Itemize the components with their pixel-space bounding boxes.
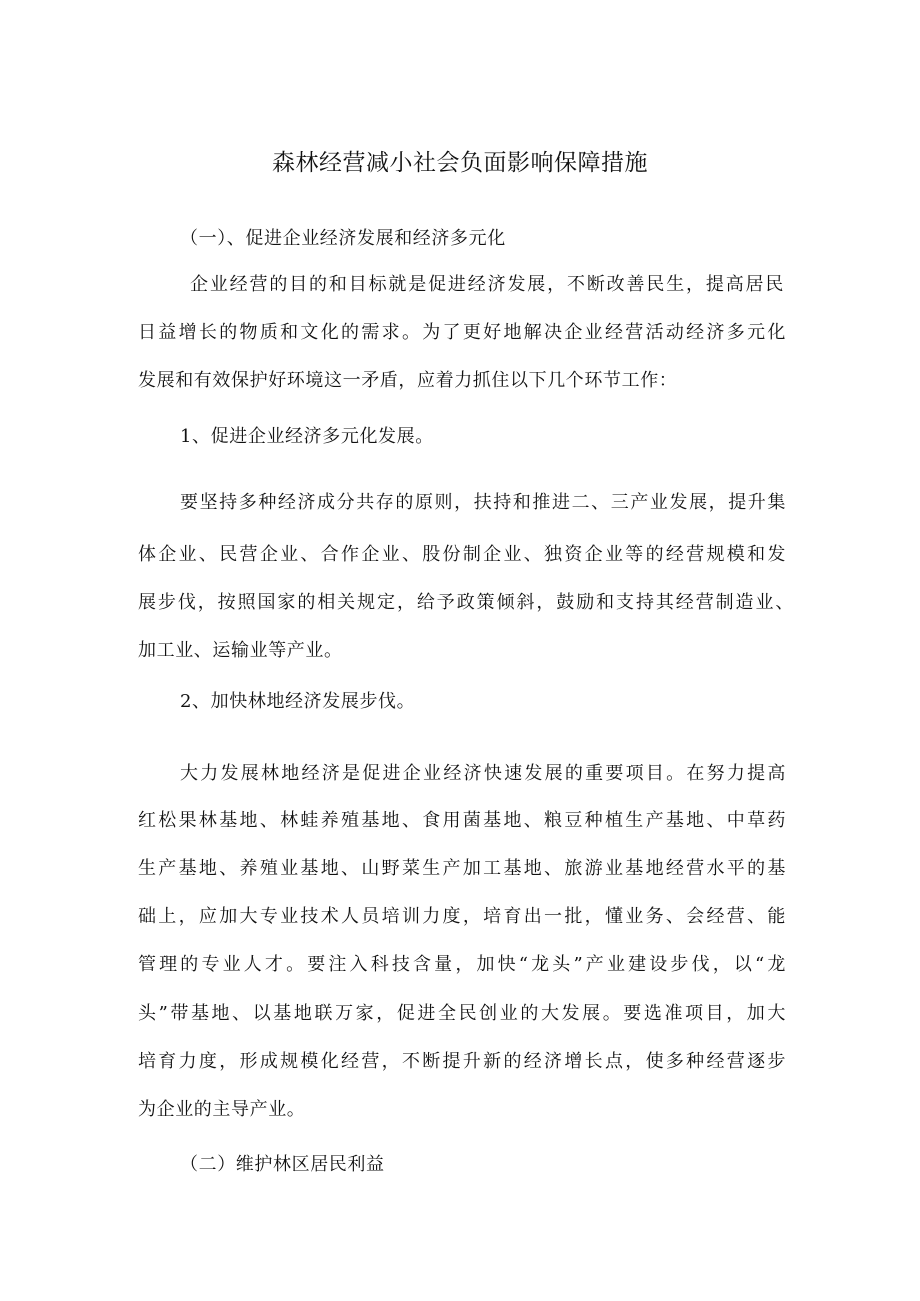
paragraph-1-line-3: 发展和有效保护好环境这一矛盾，应着力抓住以下几个环节工作：	[138, 370, 678, 391]
paragraph-1-line-2: 日益增长的物质和文化的需求。为了更好地解决企业经营活动经济多元化	[138, 322, 786, 343]
paragraph-3-line-5: 管理的专业人才。要注入科技含量，加快“龙头”产业建设步伐，以“龙	[138, 954, 786, 975]
section-heading-1: （一）、促进企业经济发展和经济多元化	[180, 228, 506, 249]
paragraph-2-line-1: 要坚持多种经济成分共存的原则，扶持和推进二、三产业发展，提升集	[180, 492, 786, 513]
paragraph-2-line-3: 展步伐，按照国家的相关规定，给予政策倾斜，鼓励和支持其经营制造业、	[138, 592, 794, 613]
item-heading-1: 1、促进企业经济多元化发展。	[180, 426, 434, 447]
paragraph-3-line-3: 生产基地、养殖业基地、山野菜生产加工基地、旅游业基地经营水平的基	[138, 858, 786, 879]
paragraph-3-line-7: 培育力度，形成规模化经营，不断提升新的经济增长点，使多种经营逐步	[138, 1051, 786, 1072]
paragraph-3-line-6: 头”带基地、以基地联万家，促进全民创业的大发展。要选准项目，加大	[138, 1003, 786, 1024]
section-heading-2: （二）维护林区居民利益	[180, 1154, 385, 1175]
item-heading-2: 2、加快林地经济发展步伐。	[180, 691, 416, 712]
paragraph-3-line-8: 为企业的主导产业。	[138, 1099, 306, 1120]
paragraph-2-line-4: 加工业、运输业等产业。	[138, 640, 343, 661]
paragraph-3-line-1: 大力发展林地经济是促进企业经济快速发展的重要项目。在努力提高	[180, 763, 786, 784]
document-title: 森林经营减小社会负面影响保障措施	[272, 150, 648, 176]
paragraph-3-line-4: 础上，应加大专业技术人员培训力度，培育出一批，懂业务、会经营、能	[138, 906, 786, 927]
paragraph-2-line-2: 体企业、民营企业、合作企业、股份制企业、独资企业等的经营规模和发	[138, 544, 786, 565]
paragraph-1-line-1: 企业经营的目的和目标就是促进经济发展，不断改善民生，提高居民	[190, 274, 784, 295]
paragraph-3-line-2: 红松果林基地、林蛙养殖基地、食用菌基地、粮豆种植生产基地、中草药	[138, 810, 786, 831]
